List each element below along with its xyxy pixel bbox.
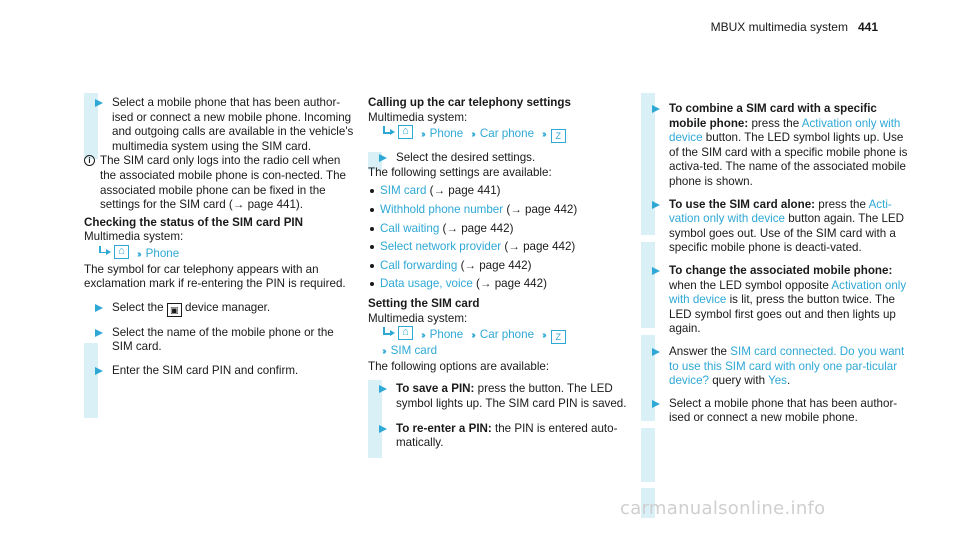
- menu-path: [84, 245, 354, 263]
- page-header: [711, 20, 878, 35]
- page-reference[interactable]: (→ page 441): [429, 184, 501, 198]
- page-number: 441: [857, 20, 878, 34]
- menu-path: [368, 326, 638, 344]
- multimedia-label: Multimedia system:: [368, 110, 468, 124]
- watermark: carmanualsonline.info: [620, 498, 826, 519]
- chevron-icon: ››: [542, 129, 545, 141]
- sim-card-connected-query[interactable]: SIM card connected. Do you want to use this SIM card with only one par-ticular device?: [669, 344, 905, 388]
- setting-link[interactable]: Withhold phone number: [380, 202, 504, 216]
- paragraph: The symbol for car telephony appears with an exclamation mark if re-entering the PIN is required.: [84, 262, 346, 291]
- menu-link-phone[interactable]: Phone: [429, 328, 464, 342]
- column-3: [641, 102, 911, 426]
- page-reference[interactable]: (→ page 442): [442, 221, 514, 235]
- step-arrow-icon: [95, 367, 103, 375]
- step-select-phone-final: Select a mobile phone that has been author-ised or connect a new mobile phone.: [641, 397, 911, 426]
- step-arrow-icon: [652, 400, 660, 408]
- list-item: [368, 222, 638, 237]
- home-icon: [114, 245, 129, 259]
- menu-path: [368, 125, 638, 143]
- step-reenter-pin: To re-enter a PIN: the PIN is entered auto-matically.: [368, 422, 638, 451]
- settings-list: [368, 184, 638, 292]
- step-select-phone: Select a mobile phone that has been author-ised or connect a new mobile phone. Incoming and outgoing calls are available in the vehicle's multimedia system using the SIM card.: [84, 96, 354, 154]
- step-bar: [641, 428, 655, 482]
- menu-path-continued: [368, 344, 638, 360]
- column-1: [84, 96, 354, 379]
- page-reference[interactable]: (→ page 441).: [228, 198, 304, 212]
- list-item: [368, 184, 638, 199]
- multimedia-label: Multimedia system:: [368, 311, 468, 325]
- step-enter-pin: Enter the SIM card PIN and confirm.: [84, 364, 354, 379]
- section-heading: Setting the SIM card: [368, 296, 480, 310]
- step-select-settings: Select the desired settings.: [368, 151, 638, 166]
- menu-link-car-phone[interactable]: Car phone: [479, 127, 535, 141]
- column-2: [368, 96, 638, 451]
- setting-link[interactable]: Call forwarding: [380, 258, 458, 272]
- setting-link[interactable]: Select network provider: [380, 240, 502, 254]
- step-bar: [84, 400, 98, 418]
- menu-link-car-phone[interactable]: Car phone: [479, 328, 535, 342]
- info-icon: i: [84, 155, 95, 166]
- paragraph: The following options are available:: [368, 359, 550, 373]
- list-item: [368, 277, 638, 292]
- setting-link[interactable]: Call waiting: [380, 221, 440, 235]
- page-reference[interactable]: (→ page 442): [476, 277, 547, 291]
- list-item: [368, 259, 638, 274]
- step-use-sim-alone: To use the SIM card alone: press the Acti-vation only with device button again. The LED symbol goes out. Use of the SIM card with a specific mobile phone is deacti-vated.: [641, 198, 911, 256]
- section-heading: Calling up the car telephony settings: [368, 96, 571, 109]
- setting-link[interactable]: SIM card: [380, 184, 427, 198]
- info-note: i The SIM card only logs into the radio cell when the associated mobile phone is con-nected. The associated mobile phone can be fixed in the settings for the SIM card (→ page 441).: [84, 154, 354, 212]
- step-answer-query: Answer the SIM card connected. Do you want to use this SIM card with only one par-ticular device? query with Yes.: [641, 345, 911, 389]
- device-manager-icon: ▣: [167, 303, 182, 317]
- step-arrow-icon: [379, 154, 387, 162]
- menu-link-sim-card[interactable]: SIM card: [390, 344, 438, 358]
- home-icon: [398, 326, 413, 340]
- activation-only-with-device-button[interactable]: Acti-vation only with device: [669, 197, 892, 226]
- menu-link-phone[interactable]: Phone: [429, 127, 464, 141]
- step-arrow-icon: [95, 329, 103, 337]
- chevron-icon: ››: [471, 129, 474, 141]
- step-arrow-icon: [379, 385, 387, 393]
- multimedia-label: Multimedia system:: [84, 230, 184, 244]
- list-item: [368, 240, 638, 255]
- menu-link-phone[interactable]: Phone: [145, 246, 180, 260]
- return-arrow-icon: [98, 248, 110, 257]
- step-device-manager: Select the ▣ device manager.: [84, 301, 354, 317]
- chevron-icon: ››: [382, 346, 385, 358]
- step-arrow-icon: [652, 348, 660, 356]
- chevron-icon: ››: [137, 248, 140, 260]
- chevron-icon: ››: [542, 330, 545, 342]
- step-arrow-icon: [95, 99, 103, 107]
- page-reference[interactable]: (→ page 442): [460, 258, 532, 272]
- step-arrow-icon: [95, 304, 103, 312]
- step-change-phone: To change the associated mobile phone: when the LED symbol opposite Activation only with device is lit, press the button twice. The LED symbol first goes out and then lights up again.: [641, 264, 911, 337]
- step-save-pin: To save a PIN: press the button. The LED symbol lights up. The SIM card PIN is saved.: [368, 382, 638, 411]
- header-title: MBUX multimedia system: [710, 20, 848, 34]
- step-arrow-icon: [652, 201, 660, 209]
- paragraph: The following settings are available:: [368, 165, 552, 179]
- page-reference[interactable]: (→ page 442): [504, 240, 576, 254]
- setting-link[interactable]: Data usage, voice: [380, 277, 473, 291]
- chevron-icon: ››: [421, 129, 424, 141]
- step-arrow-icon: [379, 425, 387, 433]
- home-icon: [398, 125, 413, 139]
- step-arrow-icon: [652, 105, 660, 113]
- return-arrow-icon: [382, 128, 394, 137]
- chevron-icon: ››: [471, 330, 474, 342]
- list-item: [368, 203, 638, 218]
- chevron-icon: ››: [421, 330, 424, 342]
- step-arrow-icon: [652, 267, 660, 275]
- step-combine-sim: To combine a SIM card with a specific mobile phone: press the Activation only with device button. The LED symbol lights up. Use of the SIM card with a specific mobile phone is activa-ted. The name of the associated mobile phone is shown.: [641, 102, 911, 190]
- step-select-name: Select the name of the mobile phone or the SIM card.: [84, 326, 354, 355]
- section-heading: Checking the status of the SIM card PIN: [84, 215, 304, 229]
- page-reference[interactable]: (→ page 442): [506, 202, 578, 216]
- yes-button[interactable]: Yes: [768, 374, 787, 388]
- return-arrow-icon: [382, 329, 394, 338]
- activation-only-with-device-button[interactable]: Activation only with device: [669, 278, 907, 307]
- activation-only-with-device-button[interactable]: Activation only with device: [669, 116, 901, 145]
- settings-icon[interactable]: Z: [551, 129, 566, 143]
- settings-icon[interactable]: Z: [551, 330, 566, 344]
